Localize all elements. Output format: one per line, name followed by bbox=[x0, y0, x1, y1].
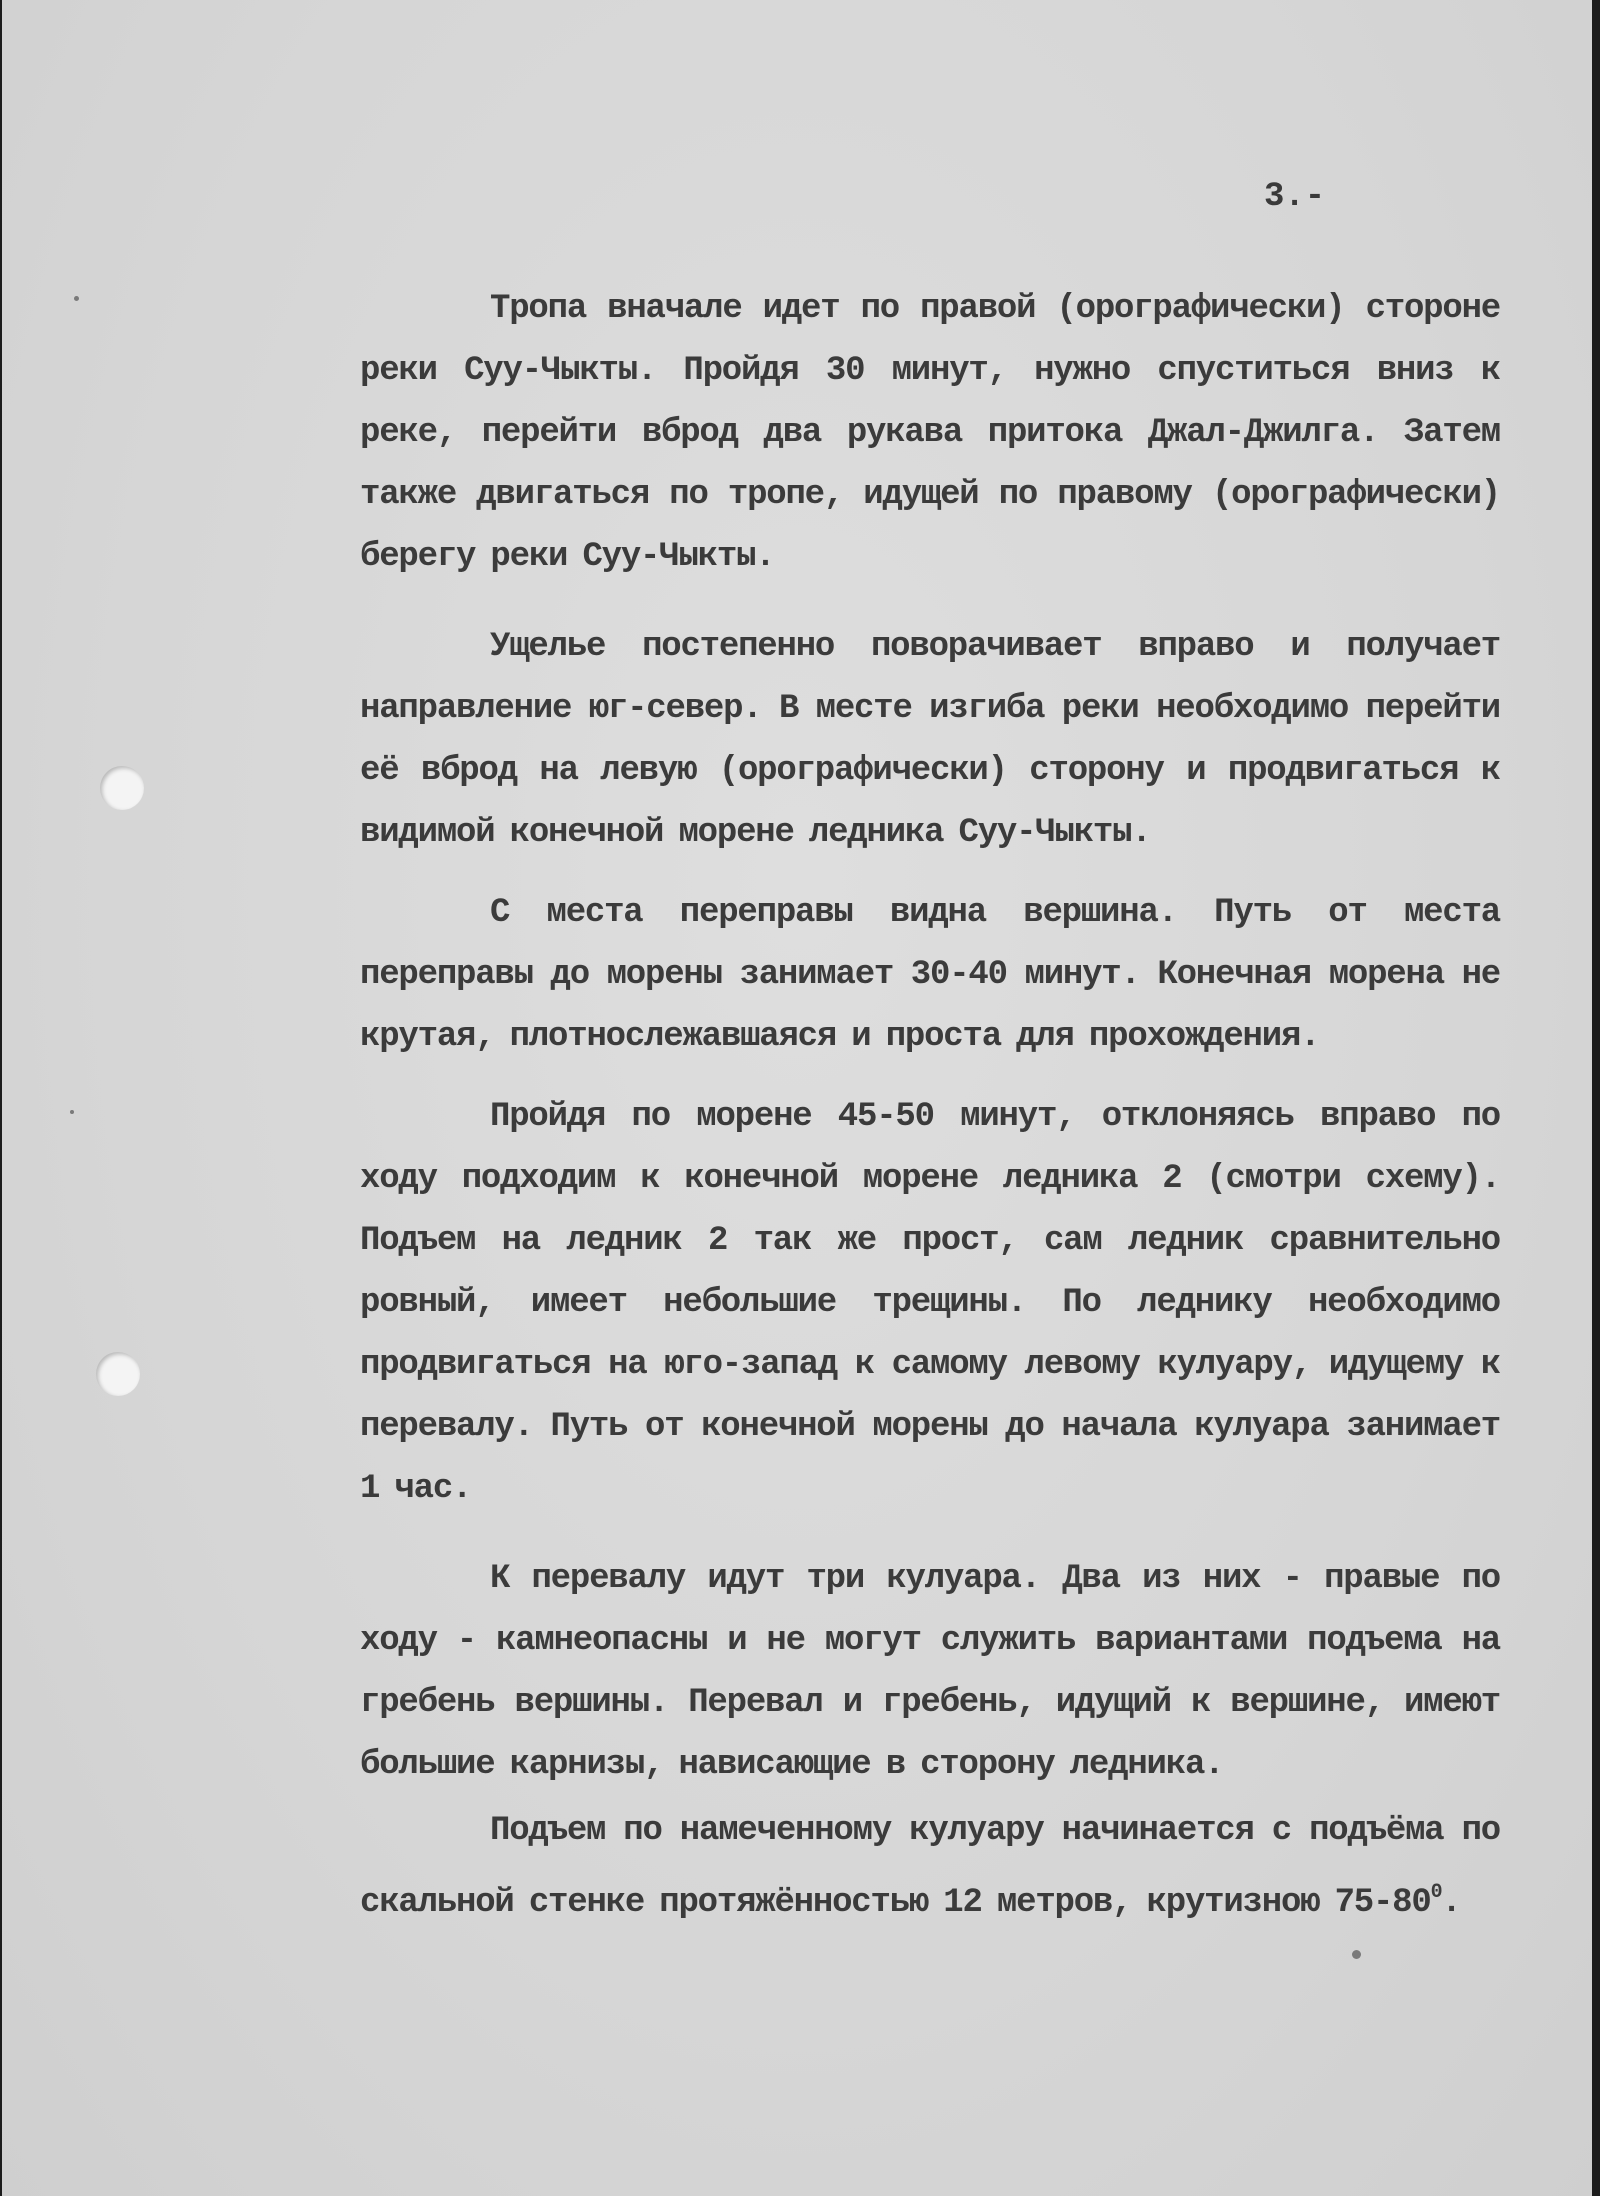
page-number: 3.- bbox=[1264, 178, 1326, 216]
degree-sign: 0 bbox=[1430, 1881, 1442, 1904]
punch-hole-lower bbox=[96, 1352, 140, 1396]
scan-edge bbox=[1592, 0, 1596, 2196]
paragraph-moraine: Пройдя по морене 45-50 минут, отклоняясь вправо по ходу подходим к конечной морене ледника 2 (смотри схему). Подъем на ледник 2 так же прост, сам ледник сравнительно ровный, имеет небольшие трещины. По леднику необходимо продвигаться на юго-запад к самому левому кулуару, идущему к перевалу. Путь от конечной морены до начала кулуара занимает 1 час. bbox=[360, 1098, 1500, 1508]
paper-speck bbox=[70, 1110, 74, 1114]
paragraph-ascent-text: Подъем по намеченному кулуару начинается с подъёма по скальной стенке протяжённостью 12 метров, крутизною 75-80 bbox=[360, 1812, 1500, 1922]
paragraph-gorge: Ущелье постепенно поворачивает вправо и получает направление юг-север. В месте изгиба реки необходимо перейти её вброд на левую (орографически) сторону и продвигаться к видимой конечной морене ледника Суу-Чыкты. bbox=[360, 628, 1500, 852]
document-body bbox=[360, 278, 1500, 1934]
paragraph-crossing: С места переправы видна вершина. Путь от места переправы до морены занимает 30-40 минут. Конечная морена не крутая, плотнослежавшаяся и проста для прохождения. bbox=[360, 894, 1500, 1056]
paper-speck bbox=[74, 296, 79, 301]
punch-hole-upper bbox=[100, 766, 144, 810]
paper-speck bbox=[1352, 1950, 1361, 1959]
paragraph-ascent bbox=[360, 1800, 1500, 1934]
paragraph-trail: Тропа вначале идет по правой (орографически) стороне реки Суу-Чыкты. Пройдя 30 минут, нужно спуститься вниз к реке, перейти вброд два рукава притока Джал-Джилга. Затем также двигаться по тропе, идущей по правому (орографически) берегу реки Суу-Чыкты. bbox=[360, 290, 1500, 576]
document-page bbox=[2, 0, 1596, 2196]
paragraph-couloirs: К перевалу идут три кулуара. Два из них - правые по ходу - камнеопасны и не могут служить вариантами подъема на гребень вершины. Перевал и гребень, идущий к вершине, имеют большие карнизы, нависающие в сторону ледника. bbox=[360, 1560, 1500, 1784]
final-period: . bbox=[1441, 1884, 1461, 1922]
